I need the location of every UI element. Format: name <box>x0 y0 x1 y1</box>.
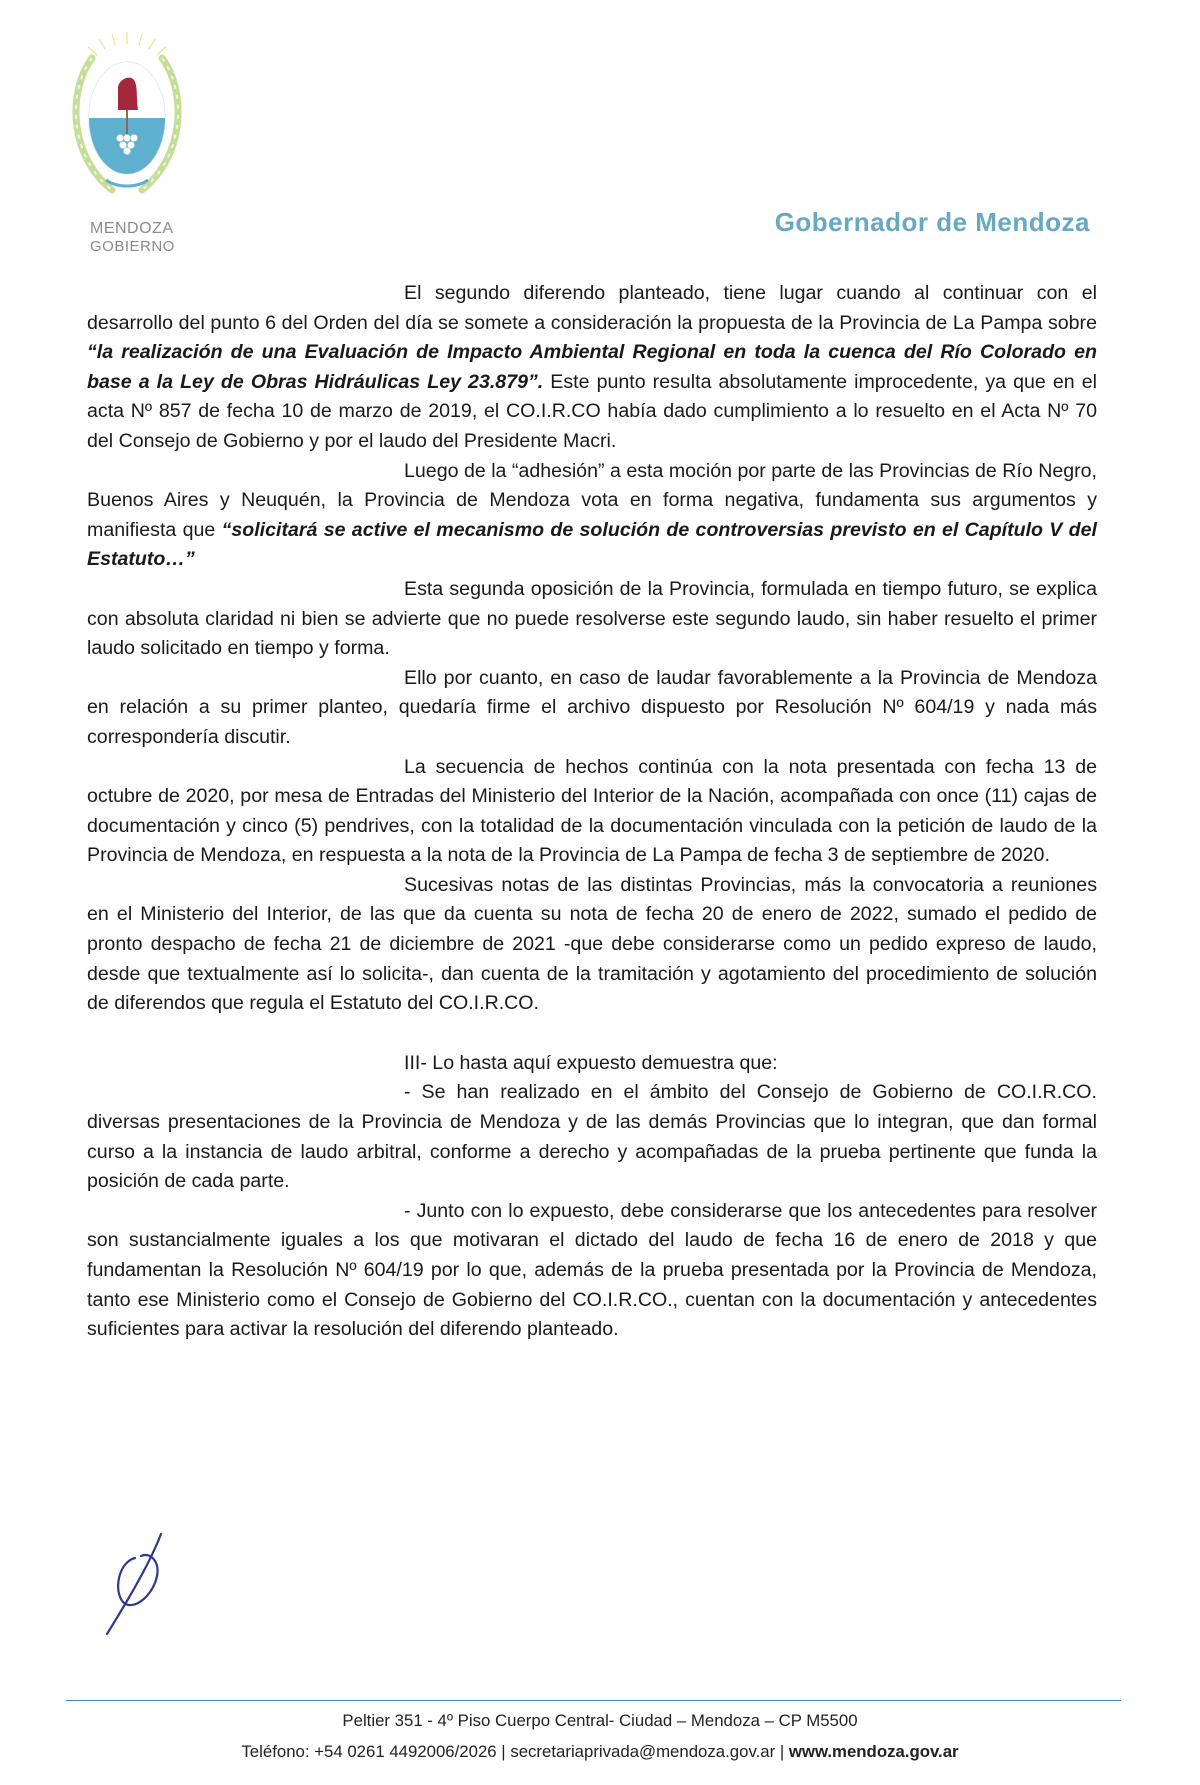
paragraph-1-quote: “la realización de una Evaluación de Impacto Ambiental Regional en toda la cuenca del Río Colorado en base a la Ley de Obras Hidráulicas Ley 23.879”. <box>87 341 1097 393</box>
paragraph-2-text: Luego de la “adhesión” a esta moción por parte de las Provincias de Río Negro, Buenos Aires y Neuquén, la Provincia de Mendoza vota en forma negativa, fundamenta sus argumentos y manifiesta que <box>87 459 1097 541</box>
paragraph-4: Ello por cuanto, en caso de laudar favorablemente a la Provincia de Mendoza en relación a su primer planteo, quedaría firme el archivo dispuesto por Resolución Nº 604/19 y nada más correspondería discutir. <box>87 666 1097 748</box>
paragraph-9: - Junto con lo expuesto, debe considerarse que los antecedentes para resolver son sustancialmente iguales a los que motivaran el dictado del laudo de fecha 16 de enero de 2018 y que fundamentan la Resolución Nº 604/19 por lo que, además de la prueba presentada por la Provincia de Mendoza, tanto ese Ministerio como el Consejo de Gobierno del CO.I.R.CO., cuentan con la documentación y antecedentes suficientes para activar la resolución del diferendo planteado. <box>87 1199 1097 1341</box>
paragraph-2 <box>87 457 1097 575</box>
paragraph-1-text: El segundo diferendo planteado, tiene lugar cuando al continuar con el desarrollo del punto 6 del Orden del día se somete a consideración la propuesta de la Provincia de La Pampa sobre <box>87 282 1097 334</box>
document-body <box>87 279 1097 1345</box>
footer-contact <box>0 1742 1200 1762</box>
handwritten-signature <box>105 1530 185 1640</box>
paragraph-8: - Se han realizado en el ámbito del Consejo de Gobierno de CO.I.R.CO. diversas presentaciones de la Provincia de Mendoza y de las demás Provincias que lo integran, que dan formal curso a la instancia de laudo arbitral, conforme a derecho y acompañadas de la prueba pertinente que funda la posición de cada parte. <box>87 1081 1097 1193</box>
logo-text-gobierno: GOBIERNO <box>90 238 175 255</box>
footer-contact-text: Teléfono: +54 0261 4492006/2026 | secretariaprivada@mendoza.gov.ar | <box>241 1742 789 1761</box>
coat-of-arms-icon <box>62 30 192 216</box>
section-iii-heading: III- Lo hasta aquí expuesto demuestra que: <box>404 1051 778 1074</box>
letterhead-title: Gobernador de Mendoza <box>774 207 1090 237</box>
mendoza-government-logo <box>62 30 192 255</box>
paragraph-3: Esta segunda oposición de la Provincia, formulada en tiempo futuro, se explica con absoluta claridad ni bien se advierte que no puede resolverse este segundo laudo, sin haber resuelto el primer laudo solicitado en tiempo y forma. <box>87 577 1097 660</box>
paragraph-6: Sucesivas notas de las distintas Provincias, más la convocatoria a reuniones en el Ministerio del Interior, de las que da cuenta su nota de fecha 20 de enero de 2022, sumado el pedido de pronto despacho de fecha 21 de diciembre de 2021 -que debe considerarse como un pedido expreso de laudo, desde que textualmente así lo solicita-, dan cuenta de la tramitación y agotamiento del procedimiento de solución de diferendos que regula el Estatuto del CO.I.R.CO. <box>87 873 1097 1015</box>
footer-address: Peltier 351 - 4º Piso Cuerpo Central- Ciudad – Mendoza – CP M5500 <box>342 1711 858 1730</box>
footer-divider <box>66 1700 1121 1701</box>
footer-website-link[interactable]: www.mendoza.gov.ar <box>788 1742 959 1761</box>
paragraph-2-quote: “solicitará se active el mecanismo de solución de controversias previsto en el Capítulo V del Estatuto…” <box>87 518 1097 571</box>
paragraph-5: La secuencia de hechos continúa con la nota presentada con fecha 13 de octubre de 2020, por mesa de Entradas del Ministerio del Interior de la Nación, acompañada con once (11) cajas de documentación y cinco (5) pendrives, con la totalidad de la documentación vinculada con la petición de laudo de la Provincia de Mendoza, en respuesta a la nota de la Provincia de La Pampa de fecha 3 de septiembre de 2020. <box>87 755 1097 867</box>
paragraph-1 <box>87 279 1097 457</box>
paragraph-1-text-end: Este punto resulta absolutamente improcedente, ya que en el acta Nº 857 de fecha 10 de marzo de 2019, el CO.I.R.CO había dado cumplimiento a lo resuelto en el Acta Nº 70 del Consejo de Gobierno y por el laudo del Presidente Macri. <box>87 370 1097 452</box>
logo-text-mendoza: MENDOZA <box>90 220 174 237</box>
